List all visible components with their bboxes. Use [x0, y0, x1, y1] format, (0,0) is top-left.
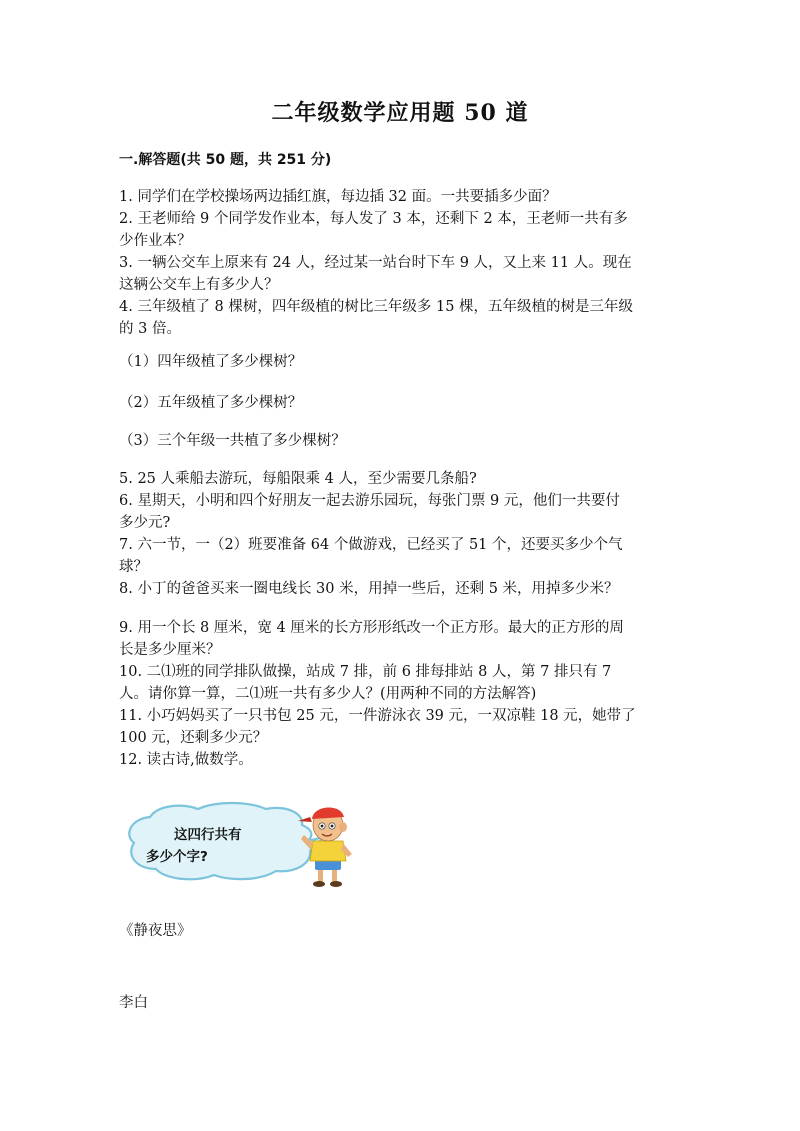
- sub-question-2: （2）五年级植了多少棵树？: [119, 395, 303, 411]
- question-line: 12. 读古诗,做数学。: [119, 752, 253, 768]
- question-line: 100 元，还剩多少元？: [119, 730, 268, 746]
- sub-question-1: （1）四年级植了多少棵树？: [119, 354, 303, 370]
- bubble-text-line-2: 多少个字?: [146, 849, 208, 865]
- question-line: 的 3 倍。: [119, 321, 181, 337]
- question-line: 9. 用一个长 8 厘米，宽 4 厘米的长方形形纸改一个正方形。最大的正方形的周: [119, 620, 624, 636]
- question-block-3: [119, 617, 679, 771]
- question-line: 这辆公交车上有多少人？: [119, 277, 279, 293]
- question-line: 7. 六一节，一（2）班要准备 64 个做游戏，已经买了 51 个，还要买多少个气: [119, 537, 623, 553]
- speech-bubble-illustration: [120, 797, 370, 889]
- question-block-1: [119, 186, 679, 340]
- sub-question-3: （3）三个年级一共植了多少棵树？: [119, 433, 346, 449]
- question-line: 长是多少厘米？: [119, 642, 221, 658]
- question-line: 8. 小丁的爸爸买来一圈电线长 30 米，用掉一些后，还剩 5 米，用掉多少米？: [119, 581, 619, 597]
- question-line: 6. 星期天，小明和四个好朋友一起去游乐园玩，每张门票 9 元，他们一共要付: [119, 493, 620, 509]
- question-line: 5. 25 人乘船去游玩，每船限乘 4 人，至少需要几条船?: [119, 471, 477, 487]
- question-line: 多少元?: [119, 515, 171, 531]
- question-line: 人。请你算一算，二⑴班一共有多少人？(用两种不同的方法解答): [119, 686, 537, 702]
- document-title: 二年级数学应用题 50 道: [271, 100, 529, 126]
- question-line: 1. 同学们在学校操场两边插红旗，每边插 32 面。一共要插多少面？: [119, 189, 557, 205]
- illustration: [120, 797, 370, 889]
- question-line: 2. 王老师给 9 个同学发作业本，每人发了 3 本，还剩下 2 本，王老师一共有多: [119, 211, 628, 227]
- question-block-2: [119, 468, 679, 600]
- question-line: 3. 一辆公交车上原来有 24 人，经过某一站台时下车 9 人，又上来 11 人。现在: [119, 255, 632, 271]
- question-line: 11. 小巧妈妈买了一只书包 25 元，一件游泳衣 39 元，一双凉鞋 18 元，她带了: [119, 708, 636, 724]
- bubble-text-line-1: 这四行共有: [174, 827, 242, 843]
- question-line: 少作业本？: [119, 233, 192, 249]
- section-heading: 一.解答题(共 50 题，共 251 分): [119, 152, 332, 168]
- poem-author: 李白: [119, 995, 148, 1011]
- question-line: 4. 三年级植了 8 棵树，四年级植的树比三年级多 15 棵，五年级植的树是三年级: [119, 299, 634, 315]
- poem-title: 《静夜思》: [119, 923, 192, 939]
- question-line: 10. 二⑴班的同学排队做操，站成 7 排，前 6 排每排站 8 人，第 7 排只有 7: [119, 664, 612, 680]
- question-line: 球？: [119, 559, 148, 575]
